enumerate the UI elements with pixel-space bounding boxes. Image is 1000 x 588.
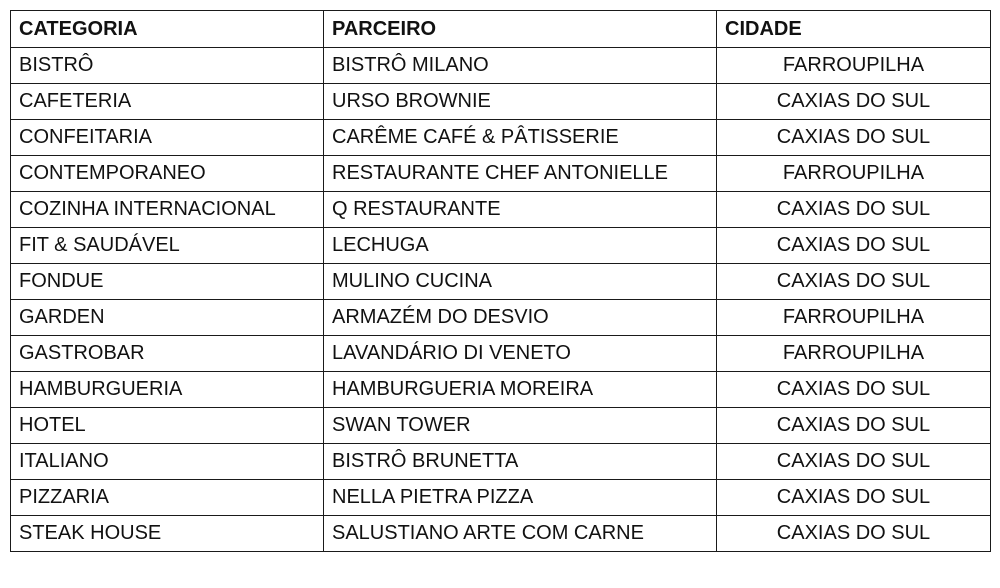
cell-parceiro: LECHUGA — [324, 228, 717, 264]
cell-categoria: ITALIANO — [11, 444, 324, 480]
cell-cidade: CAXIAS DO SUL — [717, 84, 991, 120]
cell-cidade: CAXIAS DO SUL — [717, 264, 991, 300]
cell-cidade: FARROUPILHA — [717, 156, 991, 192]
cell-categoria: BISTRÔ — [11, 48, 324, 84]
table-row — [11, 372, 991, 408]
cell-cidade: CAXIAS DO SUL — [717, 372, 991, 408]
table-row — [11, 480, 991, 516]
cell-categoria: PIZZARIA — [11, 480, 324, 516]
cell-parceiro: URSO BROWNIE — [324, 84, 717, 120]
cell-categoria: COZINHA INTERNACIONAL — [11, 192, 324, 228]
cell-parceiro: SWAN TOWER — [324, 408, 717, 444]
cell-categoria: GASTROBAR — [11, 336, 324, 372]
table-row — [11, 516, 991, 552]
cell-cidade: CAXIAS DO SUL — [717, 408, 991, 444]
cell-parceiro: NELLA PIETRA PIZZA — [324, 480, 717, 516]
cell-categoria: FONDUE — [11, 264, 324, 300]
header-parceiro: PARCEIRO — [324, 11, 717, 48]
cell-parceiro: MULINO CUCINA — [324, 264, 717, 300]
table-row — [11, 408, 991, 444]
cell-parceiro: HAMBURGUERIA MOREIRA — [324, 372, 717, 408]
cell-cidade: FARROUPILHA — [717, 300, 991, 336]
table-row — [11, 48, 991, 84]
cell-categoria: CONTEMPORANEO — [11, 156, 324, 192]
cell-categoria: GARDEN — [11, 300, 324, 336]
cell-cidade: CAXIAS DO SUL — [717, 120, 991, 156]
cell-parceiro: ARMAZÉM DO DESVIO — [324, 300, 717, 336]
cell-parceiro: Q RESTAURANTE — [324, 192, 717, 228]
table-row — [11, 228, 991, 264]
table-row — [11, 192, 991, 228]
cell-cidade: FARROUPILHA — [717, 336, 991, 372]
partners-table — [10, 10, 991, 552]
cell-cidade: FARROUPILHA — [717, 48, 991, 84]
cell-cidade: CAXIAS DO SUL — [717, 192, 991, 228]
cell-parceiro: CARÊME CAFÉ & PÂTISSERIE — [324, 120, 717, 156]
cell-categoria: FIT & SAUDÁVEL — [11, 228, 324, 264]
cell-parceiro: LAVANDÁRIO DI VENETO — [324, 336, 717, 372]
cell-parceiro: BISTRÔ MILANO — [324, 48, 717, 84]
cell-cidade: CAXIAS DO SUL — [717, 480, 991, 516]
header-categoria: CATEGORIA — [11, 11, 324, 48]
table-row — [11, 84, 991, 120]
table-body — [11, 48, 991, 552]
cell-parceiro: BISTRÔ BRUNETTA — [324, 444, 717, 480]
table-row — [11, 120, 991, 156]
table-row — [11, 336, 991, 372]
cell-cidade: CAXIAS DO SUL — [717, 516, 991, 552]
cell-categoria: STEAK HOUSE — [11, 516, 324, 552]
cell-cidade: CAXIAS DO SUL — [717, 228, 991, 264]
table-row — [11, 444, 991, 480]
cell-categoria: CAFETERIA — [11, 84, 324, 120]
header-cidade: CIDADE — [717, 11, 991, 48]
table-row — [11, 300, 991, 336]
cell-categoria: CONFEITARIA — [11, 120, 324, 156]
table-header-row — [11, 11, 991, 48]
table-row — [11, 264, 991, 300]
cell-cidade: CAXIAS DO SUL — [717, 444, 991, 480]
cell-categoria: HAMBURGUERIA — [11, 372, 324, 408]
cell-parceiro: SALUSTIANO ARTE COM CARNE — [324, 516, 717, 552]
table-row — [11, 156, 991, 192]
cell-parceiro: RESTAURANTE CHEF ANTONIELLE — [324, 156, 717, 192]
cell-categoria: HOTEL — [11, 408, 324, 444]
